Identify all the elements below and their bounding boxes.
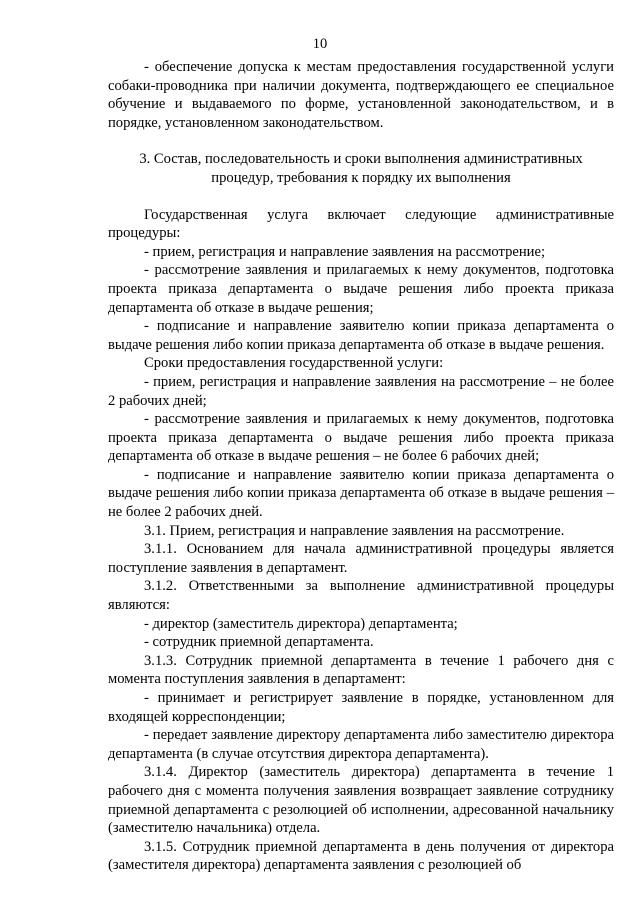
paragraph: 3.1. Прием, регистрация и направление заявления на рассмотрение.: [144, 522, 565, 539]
paragraph: 3.1.5. Сотрудник приемной департамента в день получения от директора (заместителя директора) департамента заявления с резолюцией об: [108, 838, 614, 874]
paragraph: - прием, регистрация и направление заявления на рассмотрение;: [144, 243, 546, 260]
paragraph: - прием, регистрация и направление заявления на рассмотрение – не более 2 рабочих дней;: [108, 373, 614, 409]
paragraph: 3.1.3. Сотрудник приемной департамента в течение 1 рабочего дня с момента поступления заявления в департамент:: [108, 652, 614, 688]
paragraph: Государственная услуга включает следующие административные процедуры:: [108, 206, 614, 242]
paragraph: - директор (заместитель директора) департамента;: [144, 615, 458, 632]
paragraph: - сотрудник приемной департамента.: [144, 634, 374, 651]
paragraph: - подписание и направление заявителю копии приказа департамента о выдаче решения либо копии приказа департамента об отказе в выдаче решения – не более 2 рабочих дней.: [108, 466, 614, 521]
paragraph: - передает заявление директору департамента либо заместителю директора департамента (в случае отсутствия директора департамента).: [108, 727, 614, 762]
paragraph: - принимает и регистрирует заявление в порядке, установленном для входящей корреспонденции;: [108, 690, 614, 725]
page-number: 10: [312, 36, 328, 52]
document-body: [108, 58, 614, 875]
paragraph: - подписание и направление заявителю копии приказа департамента о выдаче решения либо копии приказа департамента об отказе в выдаче решения.: [108, 318, 614, 353]
paragraph: 3.1.2. Ответственными за выполнение административной процедуры являются:: [108, 578, 614, 614]
paragraph: - обеспечение допуска к местам предоставления государственной услуги собаки-проводника при наличии документа, подтверждающего ее специальное обучение и выдаваемого по форме, установленной законодательством, и в порядке, установленном законодательством.: [108, 59, 614, 131]
paragraph: Сроки предоставления государственной услуги:: [144, 355, 444, 372]
paragraph: - рассмотрение заявления и прилагаемых к нему документов, подготовка проекта приказа департамента о выдаче решения либо проекта приказа департамента об отказе в выдаче решения – не более 6 рабочих дней;: [108, 411, 614, 465]
section-title: 3. Состав, последовательность и сроки выполнения административных процедур, требования к порядку их выполнения: [139, 151, 583, 186]
paragraph: 3.1.4. Директор (заместитель директора) департамента в течение 1 рабочего дня с момента получения заявления возвращает заявление сотруднику приемной департамента с резолюцией об исполнении, адресованной начальнику (заместителю начальника) отдела.: [108, 764, 614, 837]
paragraph: - рассмотрение заявления и прилагаемых к нему документов, подготовка проекта приказа департамента о выдаче решения либо проекта приказа департамента об отказе в выдаче решения;: [108, 262, 614, 316]
paragraph: 3.1.1. Основанием для начала административной процедуры является поступление заявления в департамент.: [108, 541, 614, 576]
